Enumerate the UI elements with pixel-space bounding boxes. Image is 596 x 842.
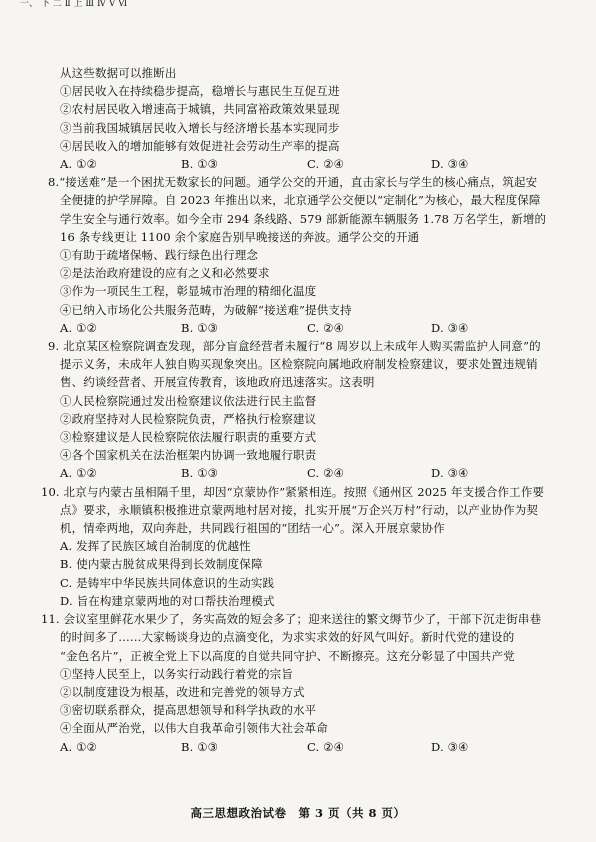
statement-item: ②政府坚持对人民检察院负责，严格执行检察建议: [60, 411, 317, 426]
answer-options: [60, 738, 572, 756]
answer-options: [60, 464, 572, 482]
question-7-intro: 从这些数据可以推断出: [60, 66, 177, 80]
cropped-header-strip: 一、 下 二 Ⅱ 上 Ⅲ Ⅳ Ⅴ Ⅵ: [20, 0, 128, 9]
question-8: [48, 173, 572, 246]
statement-item: ②是法治政府建设的应有之义和必然要求: [60, 266, 270, 281]
option-a: A. ①②: [60, 320, 97, 335]
statement-item: ④全面从严治党，以伟大自我革命引领伟大社会革命: [60, 721, 328, 736]
choice-item: D. 旨在构建京蒙两地的对口帮扶治理模式: [60, 593, 275, 608]
choice-item: B. 使内蒙古脱贫成果得到长效制度保障: [60, 557, 263, 572]
option-d: D. ③④: [431, 320, 469, 335]
option-b: B. ①③: [181, 466, 219, 481]
question-stem-line: 售、约谈经营者、开展宣传教育，该地政府迅速落实。这表明: [60, 375, 375, 390]
option-b: B. ①③: [181, 157, 219, 172]
question-stem-line: 提示义务，未成年人独自购买现象突出。区检察院向属地政府制发检察建议，要求处置违规销: [60, 357, 538, 372]
statement-item: ①人民检察院通过发出检察建议依法进行民主监督: [60, 393, 317, 408]
option-b: B. ①③: [181, 739, 219, 754]
option-c: C. ②④: [307, 320, 345, 335]
question-stem-line: 16 条专线更让 1100 余个家庭告别早晚接送的奔波。通学公交的开通: [60, 229, 420, 244]
question-stem-line: 10. 北京与内蒙古虽相隔千里，却因“京蒙协作”紧紧相连。按照《通州区 2025 年支援合作工作要: [41, 484, 545, 499]
exam-page-content: [41, 64, 572, 756]
option-a: A. ①②: [60, 466, 97, 481]
question-stem-line: 点》要求，永顺镇积极推进京蒙两地村居对接，扎实开展“万企兴万村”行动，以产业协作为契: [60, 502, 539, 517]
question-stem-line: “金色名片”，正被全党上下以高度的自觉共同守护、不断擦亮。这充分彰显了中国共产党: [60, 648, 515, 663]
option-a: A. ①②: [60, 157, 97, 172]
option-b: B. ①③: [181, 320, 219, 335]
statement-item: ③作为一项民生工程，彰显城市治理的精细化温度: [60, 284, 317, 299]
question-stem-line: 8.“接送难”是一个困扰无数家长的问题。通学公交的开通，直击家长与学生的核心痛点，筑起安: [48, 175, 538, 190]
option-c: C. ②④: [307, 157, 345, 172]
question-stem-line: 9. 北京某区检察院调查发现，部分盲盒经营者未履行“8 周岁以上未成年人购买需监护人同意”的: [48, 339, 541, 354]
statement-item: ④各个国家机关在法治框架内协调一致地履行职责: [60, 448, 317, 463]
answer-options: [60, 155, 572, 173]
option-c: C. ②④: [307, 466, 345, 481]
answer-options: [60, 319, 572, 337]
option-d: D. ③④: [431, 157, 469, 172]
question-stem-line: 学生安全与通行效率。如今全市 294 条线路、579 部新能源车辆服务 1.78 万名学生，新增的: [60, 211, 547, 226]
statement-item: ①有助于疏堵保畅、践行绿色出行理念: [60, 248, 259, 263]
option-d: D. ③④: [431, 466, 469, 481]
question-9: [48, 337, 572, 392]
option-a: A. ①②: [60, 739, 97, 754]
question-stem-line: 全便捷的护学屏障。自 2023 年推出以来，北京通学公交便以“定制化”为核心，最大程度保障: [60, 193, 541, 208]
question-stem-line: 11. 会议室里鲜花水果少了，务实高效的短会多了；迎来送往的繁文缛节少了，干部下沉走街串巷: [41, 612, 542, 627]
statement-item: ③当前我国城镇居民收入增长与经济增长基本实现同步: [60, 120, 340, 135]
statement-item: ④已纳入市场化公共服务范畴，为破解“接送难”提供支持: [60, 302, 352, 317]
statement-item: ③密切联系群众，提高思想领导和科学执政的水平: [60, 703, 317, 718]
statement-item: ②农村居民收入增速高于城镇，共同富裕政策效果显现: [60, 102, 340, 117]
question-11: [41, 610, 572, 665]
statement-item: ①居民收入在持续稳步提高，稳增长与惠民生互促互进: [60, 84, 340, 99]
statement-item: ②以制度建设为根基，改进和完善党的领导方式: [60, 684, 305, 699]
option-c: C. ②④: [307, 739, 345, 754]
question-10: [41, 483, 572, 538]
question-stem-line: 机，情牵两地，双向奔赴，共同践行祖国的“团结一心”。深入开展京蒙协作: [60, 521, 445, 536]
page-footer: 高三思想政治试卷 第 3 页（共 8 页）: [190, 806, 406, 820]
choice-item: C. 是铸牢中华民族共同体意识的生动实践: [60, 575, 275, 590]
statement-item: ③检察建议是人民检察院依法履行职责的重要方式: [60, 430, 317, 445]
statement-item: ①坚持人民至上，以务实行动践行着党的宗旨: [60, 666, 293, 681]
statement-item: ④居民收入的增加能够有效促进社会劳动生产率的提高: [60, 138, 340, 153]
option-d: D. ③④: [431, 739, 469, 754]
choice-item: A. 发挥了民族区域自治制度的优越性: [60, 539, 251, 554]
question-stem-line: 的时间多了……大家畅谈身边的点滴变化，为求实求效的好风气叫好。新时代党的建设的: [60, 630, 515, 645]
question-7-tail: [60, 64, 572, 173]
